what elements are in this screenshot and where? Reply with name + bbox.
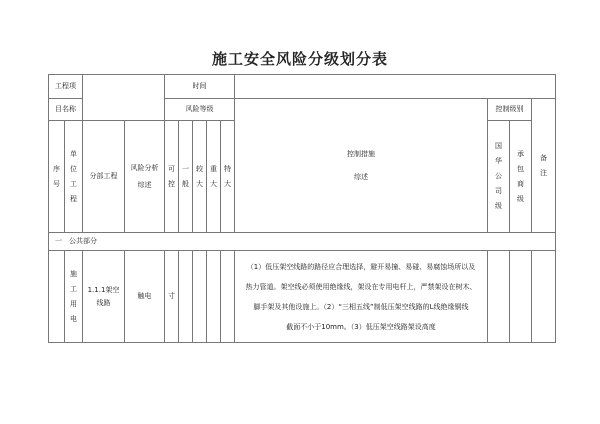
measure-line: （1）低压架空线路的路径应合理选择，避开易撞、易碰、易腐蚀场所以及 <box>246 262 476 271</box>
risk-table <box>48 74 556 343</box>
row-risk: 触电 <box>125 251 165 343</box>
row-control-contractor <box>510 251 532 343</box>
row-level-mark: 寸 <box>165 251 179 343</box>
remarks-header: 备 注 <box>532 99 556 233</box>
project-name-label: 工程项 <box>49 75 83 99</box>
row-level-major <box>207 251 221 343</box>
row-level-extra <box>221 251 235 343</box>
measure-line: 截面不小于10mm。（3）低压架空线路架设高度 <box>286 322 436 331</box>
level-extra: 特 大 <box>221 121 235 233</box>
row-seq <box>49 251 65 343</box>
level-controllable: 可 控 <box>165 121 179 233</box>
level-general: 一 般 <box>179 121 193 233</box>
measure-line: 热力管道。架空线必须使用绝缘线，架设在专用电杆上，严禁架设在树木、 <box>245 282 477 291</box>
seq-header: 序 号 <box>49 121 65 233</box>
row-remarks <box>532 251 556 343</box>
risk-level-header: 风险等级 <box>165 99 235 121</box>
risk-analysis-header: 风险分析 综述 <box>125 121 165 233</box>
measure-line: 脚手架及其他设施上。（2）“三相五线”制低压架空线路的L线绝缘铜线 <box>253 302 469 311</box>
project-name-label-2: 目名称 <box>49 99 83 121</box>
section-label: 一 公共部分 <box>49 233 556 251</box>
project-name-value <box>83 75 165 121</box>
sub-project-header: 分部工程 <box>83 121 125 233</box>
row-unit: 施 工 用 电 <box>65 251 83 343</box>
row-control-company <box>488 251 510 343</box>
control-company-header: 国 华 公 司 级 <box>488 121 510 233</box>
control-contractor-header: 承 包 商 级 <box>510 121 532 233</box>
time-label: 时间 <box>165 75 235 99</box>
time-value <box>235 75 556 99</box>
row-level-larger <box>193 251 207 343</box>
control-level-header: 控制级别 <box>488 99 532 121</box>
row-sub-project: 1.1.1架空 线路 <box>83 251 125 343</box>
row-level-general <box>179 251 193 343</box>
page-title: 施工安全风险分级划分表 <box>211 50 388 68</box>
level-major: 重 大 <box>207 121 221 233</box>
row-measures <box>235 251 488 343</box>
unit-project-header: 单 位 工 程 <box>65 121 83 233</box>
level-larger: 较 大 <box>193 121 207 233</box>
measures-header: 控制措施 综述 <box>235 99 488 233</box>
